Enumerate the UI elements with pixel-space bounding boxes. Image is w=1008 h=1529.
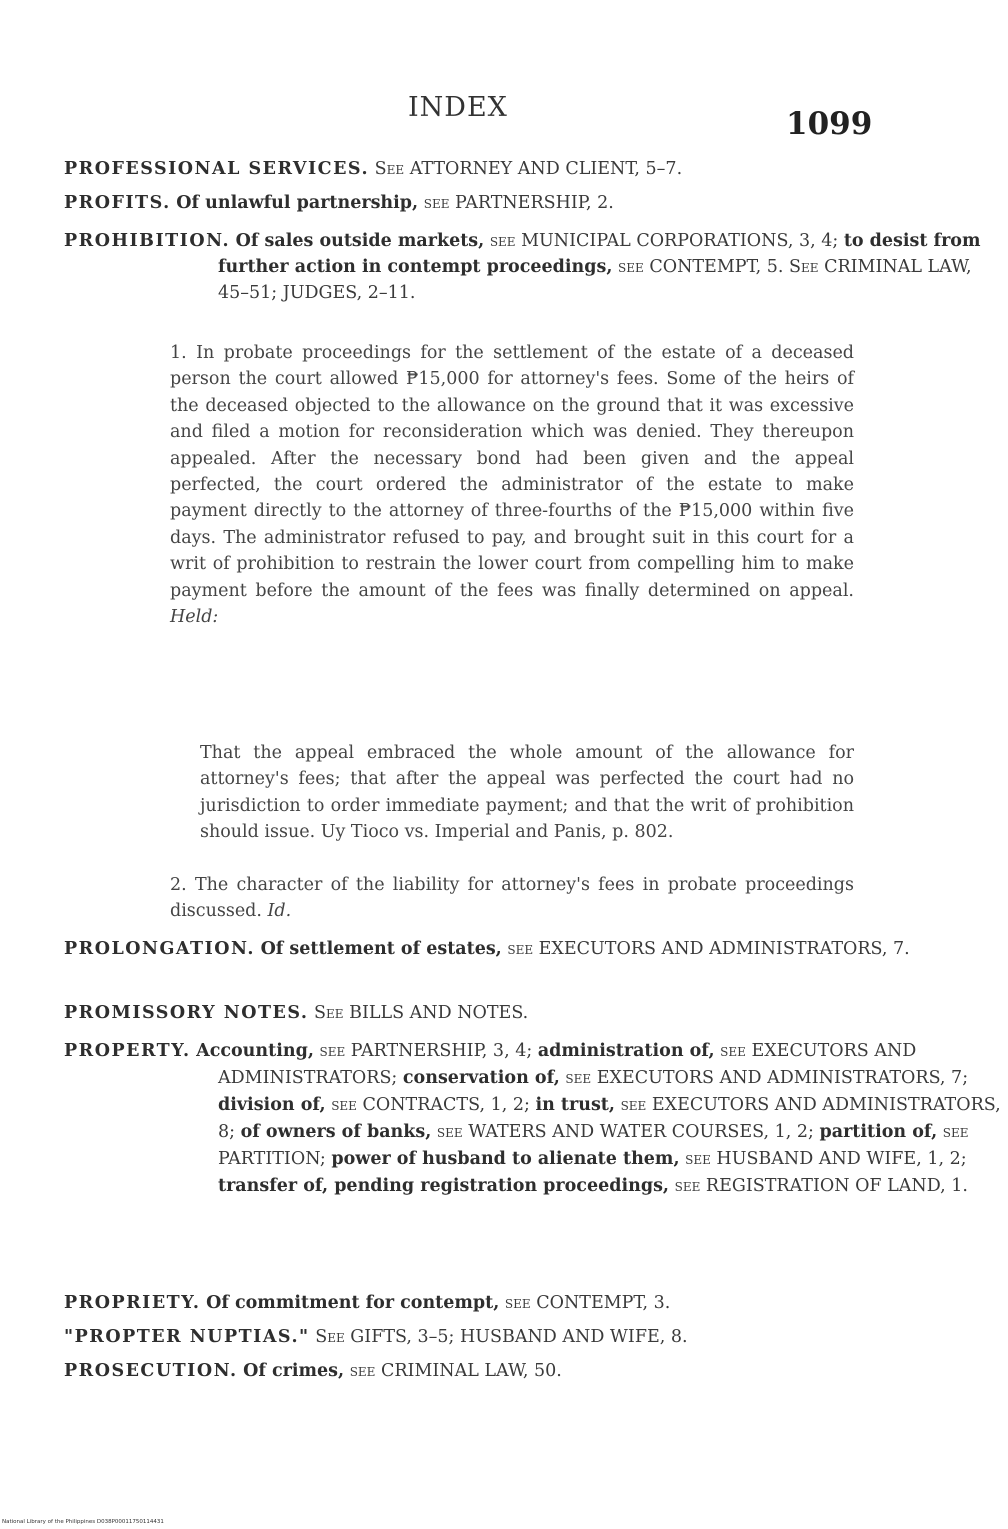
case-digest-text: 2. The character of the liability for attorney's fees in probate proceedings discussed. xyxy=(170,875,854,922)
cross-reference: see EXECUTORS AND ADMINISTRATORS; xyxy=(218,1041,917,1088)
case-citation: Id. xyxy=(267,901,292,922)
cross-reference: see PARTNERSHIP, 2. xyxy=(423,193,614,213)
headword: PROMISSORY NOTES. xyxy=(64,1003,309,1023)
cross-reference: see CONTEMPT, 5. See CRIMINAL LAW, 45–51; JUDGES, 2–11. xyxy=(218,257,972,303)
case-digest-2 xyxy=(170,872,854,925)
index-entry-prohibition xyxy=(64,228,1008,306)
cross-reference: see REGISTRATION OF LAND, 1. xyxy=(674,1176,968,1196)
subentry: Of unlawful partnership, xyxy=(176,193,419,213)
cross-reference: see EXECUTORS AND ADMINISTRATORS, 8; xyxy=(218,1095,1001,1142)
index-entry-profits xyxy=(64,190,854,216)
index-entry-prolongation xyxy=(64,936,1008,962)
cross-reference: See ATTORNEY AND CLIENT, 5–7. xyxy=(374,159,683,179)
cross-reference: see CONTEMPT, 3. xyxy=(504,1293,671,1313)
cross-reference: see EXECUTORS AND ADMINISTRATORS, 7. xyxy=(507,939,910,959)
index-entry-property xyxy=(64,1038,1008,1200)
cross-reference: see HUSBAND AND WIFE, 1, 2; xyxy=(685,1149,967,1169)
case-digest-text: 1. In probate proceedings for the settlement of the estate of a deceased person the court allowed ₱15,000 for attorney's fees. Some of the heirs of the deceased objected to the allowance on the ground that it was excessive and filed a motion for reconsideration which was denied. They thereupon appealed. After the necessary bond had been given and the appeal perfected, the court ordered the administrator of the estate to make payment directly to the attorney of three-fourths of the ₱15,000 within five days. The administrator refused to pay, and brought suit in this court for a writ of prohibition to restrain the lower court from compelling him to make payment before the amount of the fees was finally determined on appeal. xyxy=(170,343,854,601)
subentry: Of settlement of estates, xyxy=(260,939,502,959)
holding-text: That the appeal embraced the whole amount of the allowance for attorney's fees; that after the appeal was perfected the court had no jurisdiction to order immediate payment; and that the writ of prohibition should issue. Uy Tioco vs. Imperial and Panis, p. 802. xyxy=(200,743,854,843)
subentry: in trust, xyxy=(535,1095,615,1115)
cross-reference: See BILLS AND NOTES. xyxy=(314,1003,529,1023)
headword: PROSECUTION. xyxy=(64,1361,238,1381)
cross-reference: see CONTRACTS, 1, 2; xyxy=(331,1095,530,1115)
page-number: 1099 xyxy=(786,106,873,142)
cross-reference: see MUNICIPAL CORPORATIONS, 3, 4; xyxy=(489,231,839,251)
headword: PROPRIETY. xyxy=(64,1293,201,1313)
subentry: partition of, xyxy=(819,1122,938,1142)
headword: PROPERTY. xyxy=(64,1041,191,1061)
headword: "PROPTER NUPTIAS." xyxy=(64,1327,310,1347)
cross-reference: See GIFTS, 3–5; HUSBAND AND WIFE, 8. xyxy=(315,1327,688,1347)
scan-footer-note: National Library of the Philippines D038P00011750114431 xyxy=(2,1519,164,1525)
cross-reference: see PARTNERSHIP, 3, 4; xyxy=(319,1041,533,1061)
headword: PROLONGATION. xyxy=(64,939,255,959)
headword: PROHIBITION. xyxy=(64,231,231,251)
headword: PROFITS. xyxy=(64,193,171,213)
subentry: Of commitment for contempt, xyxy=(206,1293,500,1313)
cross-reference: see WATERS AND WATER COURSES, 1, 2; xyxy=(436,1122,814,1142)
index-entry-promissory-notes xyxy=(64,1000,854,1026)
subentry: Accounting, xyxy=(196,1041,314,1061)
index-entry-prosecution xyxy=(64,1358,854,1384)
cross-reference: see EXECUTORS AND ADMINISTRATORS, 7; xyxy=(565,1068,969,1088)
index-entry-professional-services xyxy=(64,156,854,182)
cross-reference: see CRIMINAL LAW, 50. xyxy=(349,1361,562,1381)
subentry: division of, xyxy=(218,1095,326,1115)
subentry: of owners of banks, xyxy=(240,1122,432,1142)
case-holding xyxy=(200,740,854,846)
headword: PROFESSIONAL SERVICES. xyxy=(64,159,370,179)
running-head: INDEX xyxy=(408,92,508,123)
subentry: to desist from further action in contempt proceedings, xyxy=(218,231,981,277)
held-label: Held: xyxy=(170,607,219,628)
subentry: transfer of, pending registration proceedings, xyxy=(218,1176,670,1196)
subentry: administration of, xyxy=(537,1041,715,1061)
subentry: Of sales outside markets, xyxy=(235,231,485,251)
index-entry-propter-nuptias xyxy=(64,1324,854,1350)
index-entry-propriety xyxy=(64,1290,854,1316)
subentry: power of husband to alienate them, xyxy=(331,1149,680,1169)
subentry: conservation of, xyxy=(402,1068,560,1088)
subentry: Of crimes, xyxy=(243,1361,345,1381)
case-digest-1 xyxy=(170,340,854,630)
cross-reference: see PARTITION; xyxy=(218,1122,969,1169)
